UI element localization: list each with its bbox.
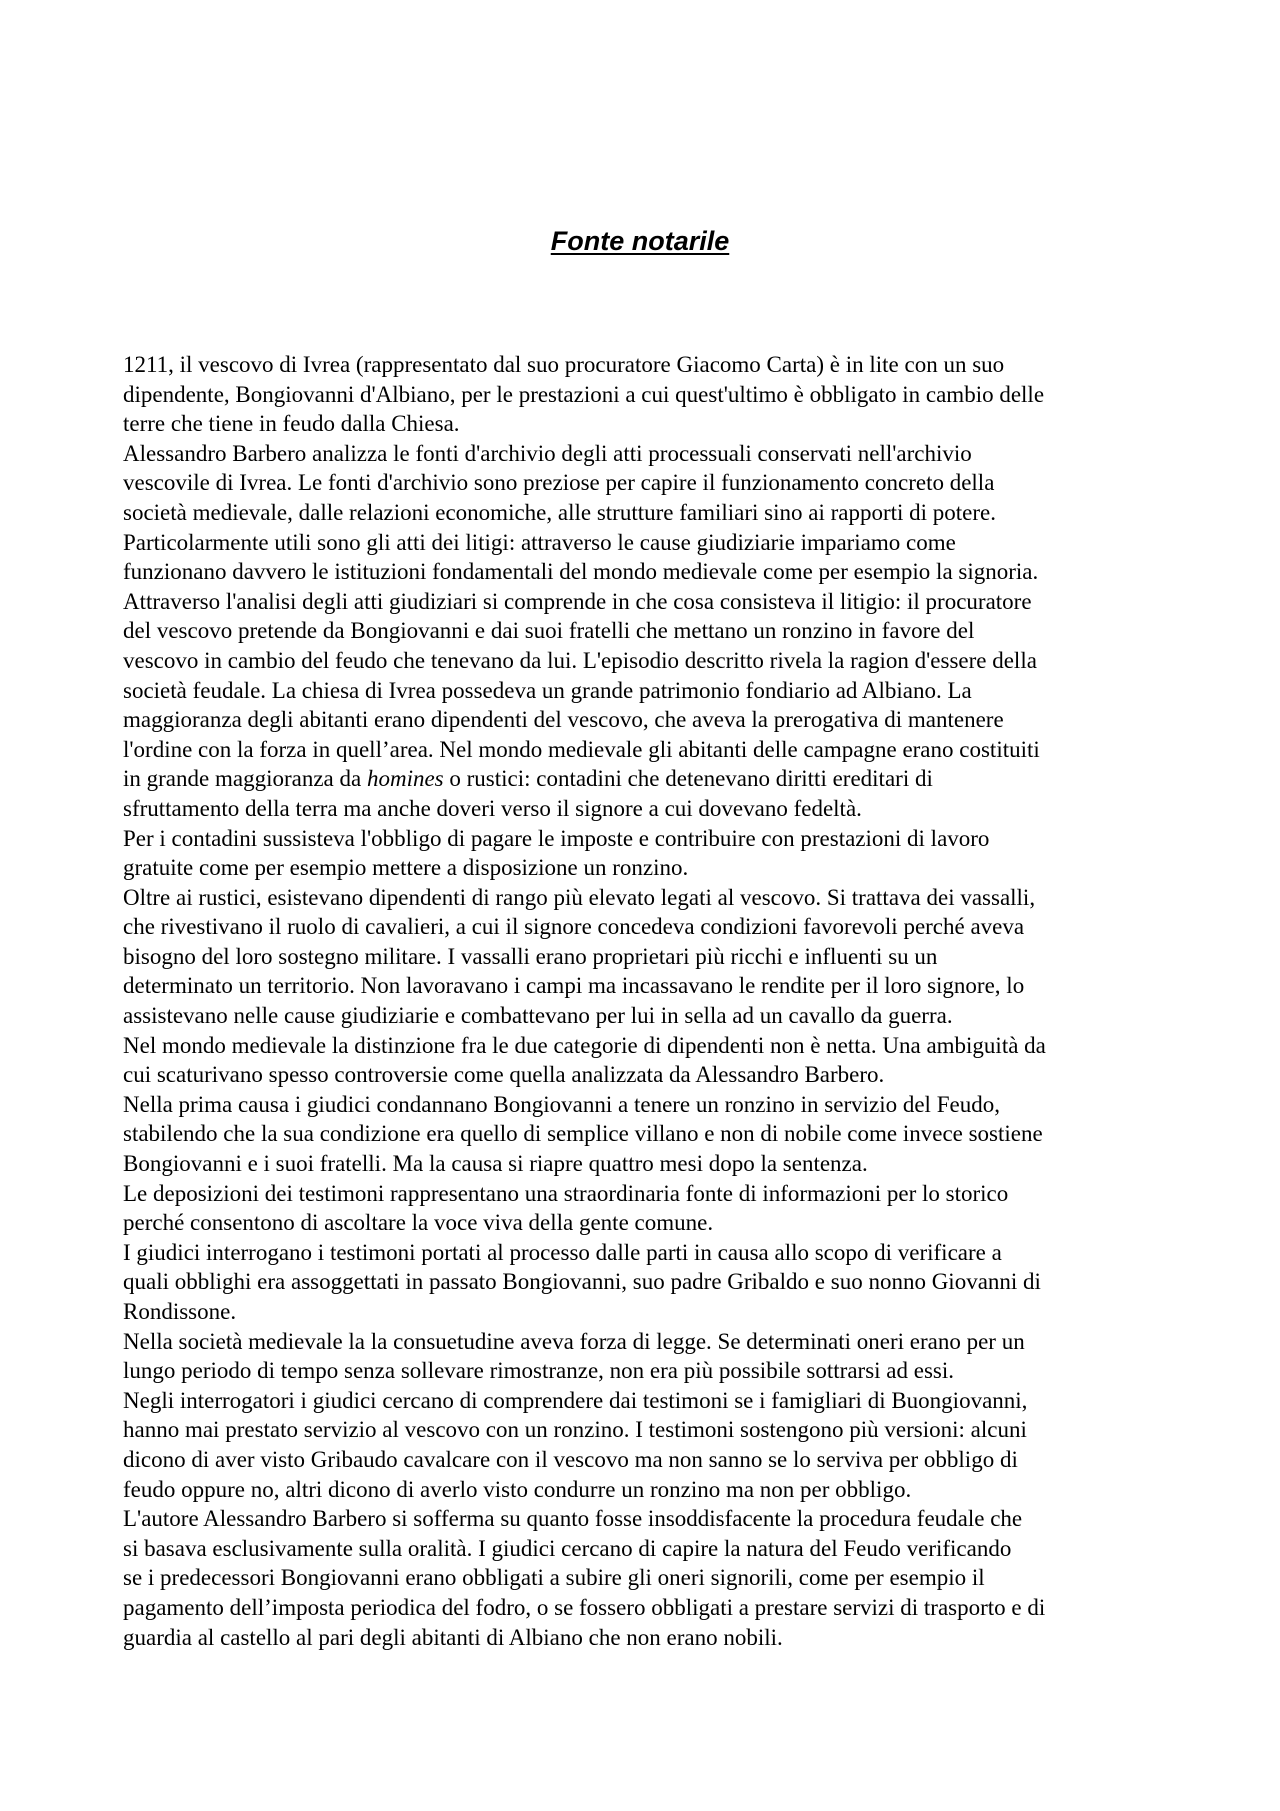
text-line: Nella società medievale la la consuetudine aveva forza di legge. Se determinati oneri erano per un (123, 1328, 1025, 1354)
text-line: maggioranza degli abitanti erano dipendenti del vescovo, che aveva la prerogativa di mantenere (123, 707, 1004, 733)
text-line: perché consentono di ascoltare la voce viva della gente comune. (123, 1210, 714, 1236)
text-line: quali obblighi era assoggettati in passato Bongiovanni, suo padre Gribaldo e suo nonno Giovanni di (123, 1269, 1041, 1295)
text-line: Per i contadini sussisteva l'obbligo di pagare le imposte e contribuire con prestazioni di lavoro (123, 825, 990, 851)
text-line: che rivestivano il ruolo di cavalieri, a cui il signore concedeva condizioni favorevoli perché aveva (123, 914, 1025, 940)
text-line: società medievale, dalle relazioni economiche, alle strutture familiari sino ai rapporti di potere. (123, 499, 997, 525)
text-line: Rondissone. (123, 1299, 237, 1324)
text-line: cui scaturivano spesso controversie come quella analizzata da Alessandro Barbero. (123, 1062, 885, 1088)
text-line: determinato un territorio. Non lavoravano i campi ma incassavano le rendite per il loro signore, lo (123, 973, 1025, 999)
text-line: vescovo in cambio del feudo che tenevano da lui. L'episodio descritto rivela la ragion d'essere della (123, 647, 1037, 673)
paragraph-10 (123, 1238, 1173, 1327)
text-line: terre che tiene in feudo dalla Chiesa. (123, 411, 460, 437)
paragraph-4 (123, 587, 1173, 824)
text-line: del vescovo pretende da Bongiovanni e dai suoi fratelli che mettano un ronzino in favore del (123, 618, 975, 644)
paragraph-2 (123, 439, 1173, 528)
text-line: Nella prima causa i giudici condannano Bongiovanni a tenere un ronzino in servizio del Feudo, (123, 1091, 1000, 1117)
text-line-homines (123, 766, 933, 791)
text-line: lungo periodo di tempo senza sollevare rimostranze, non era più possibile sottrarsi ad essi. (123, 1358, 954, 1384)
text-line: l'ordine con la forza in quell’area. Nel mondo medievale gli abitanti delle campagne erano costituiti (123, 736, 1040, 762)
paragraph-3 (123, 528, 1173, 587)
paragraph-6 (123, 883, 1173, 1031)
document-title: Fonte notarile (550, 226, 730, 256)
text-fragment: in grande maggioranza da (123, 766, 367, 792)
text-line: dipendente, Bongiovanni d'Albiano, per le prestazioni a cui quest'ultimo è obbligato in cambio delle (123, 381, 1045, 407)
paragraph-7 (123, 1031, 1173, 1090)
text-line: Attraverso l'analisi degli atti giudiziari si comprende in che cosa consisteva il litigio: il procuratore (123, 588, 1032, 614)
text-line: società feudale. La chiesa di Ivrea possedeva un grande patrimonio fondiario ad Albiano. La (123, 677, 972, 703)
text-line: vescovile di Ivrea. Le fonti d'archivio sono preziose per capire il funzionamento concreto della (123, 470, 995, 496)
paragraph-12 (123, 1386, 1173, 1504)
text-line: assistevano nelle cause giudiziarie e combattevano per lui in sella ad un cavallo da guerra. (123, 1003, 953, 1029)
text-fragment: o rustici: contadini che detenevano diritti ereditari di (443, 766, 933, 792)
text-line: 1211, il vescovo di Ivrea (rappresentato dal suo procuratore Giacomo Carta) è in lite con un suo (123, 352, 1005, 377)
text-line: pagamento dell’imposta periodica del fodro, o se fossero obbligati a prestare servizi di trasporto e di (123, 1594, 1046, 1620)
text-line: L'autore Alessandro Barbero si sofferma su quanto fosse insoddisfacente la procedura feudale che (123, 1506, 1023, 1532)
text-line: guardia al castello al pari degli abitanti di Albiano che non erano nobili. (123, 1624, 783, 1650)
text-line: se i predecessori Bongiovanni erano obbligati a subire gli oneri signorili, come per esempio il (123, 1565, 985, 1591)
text-line: Particolarmente utili sono gli atti dei litigi: attraverso le cause giudiziarie impariamo come (123, 529, 956, 555)
text-line: dicono di aver visto Gribaudo cavalcare con il vescovo ma non sanno se lo serviva per obbligo di (123, 1446, 1018, 1472)
text-line: Alessandro Barbero analizza le fonti d'archivio degli atti processuali conservati nell'archivio (123, 440, 972, 466)
text-line: Bongiovanni e i suoi fratelli. Ma la causa si riapre quattro mesi dopo la sentenza. (123, 1151, 868, 1177)
text-line: bisogno del loro sostegno militare. I vassalli erano proprietari più ricchi e influenti su un (123, 943, 938, 969)
paragraph-11 (123, 1327, 1173, 1386)
paragraph-8 (123, 1090, 1173, 1179)
text-line: si basava esclusivamente sulla oralità. I giudici cercano di capire la natura del Feudo verificando (123, 1535, 1012, 1561)
paragraph-5 (123, 824, 1173, 883)
text-line: sfruttamento della terra ma anche doveri verso il signore a cui dovevano fedeltà. (123, 795, 862, 821)
text-line: Oltre ai rustici, esistevano dipendenti di rango più elevato legati al vescovo. Si trattava dei vassalli, (123, 884, 1036, 910)
text-line: funzionano davvero le istituzioni fondamentali del mondo medievale come per esempio la signoria. (123, 559, 1039, 585)
text-line: feudo oppure no, altri dicono di averlo visto condurre un ronzino ma non per obbligo. (123, 1476, 912, 1502)
text-line: Negli interrogatori i giudici cercano di comprendere dai testimoni se i famigliari di Buongiovanni, (123, 1387, 1028, 1413)
paragraph-13 (123, 1504, 1173, 1652)
text-line: hanno mai prestato servizio al vescovo con un ronzino. I testimoni sostengono più versioni: alcuni (123, 1417, 1027, 1443)
paragraph-9 (123, 1179, 1173, 1238)
emphasis-homines: homines (366, 766, 444, 792)
text-line: Le deposizioni dei testimoni rappresentano una straordinaria fonte di informazioni per lo storico (123, 1180, 1009, 1206)
text-line: Nel mondo medievale la distinzione fra le due categorie di dipendenti non è netta. Una ambiguità da (123, 1032, 1046, 1058)
document-body (123, 350, 1173, 1652)
paragraph-1 (123, 350, 1173, 439)
text-line: stabilendo che la sua condizione era quello di semplice villano e non di nobile come invece sostiene (123, 1121, 1043, 1147)
text-line: gratuite come per esempio mettere a disposizione un ronzino. (123, 855, 689, 881)
text-line: I giudici interrogano i testimoni portati al processo dalle parti in causa allo scopo di verificare a (123, 1239, 1002, 1265)
